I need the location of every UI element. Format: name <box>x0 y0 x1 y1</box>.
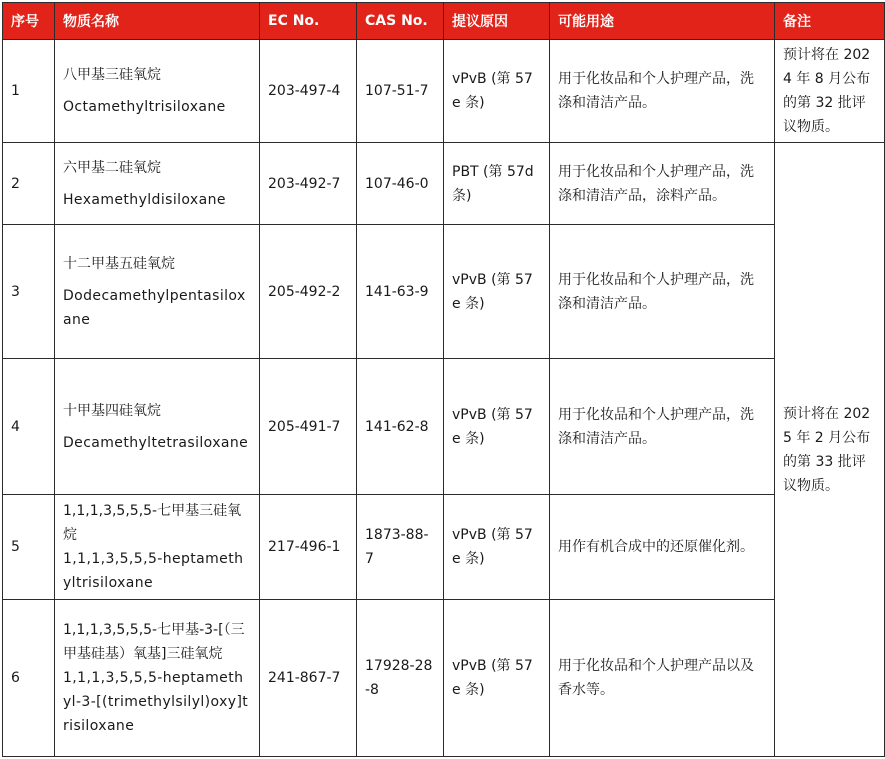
name-en: Dodecamethylpentasiloxane <box>63 287 246 328</box>
name-cn: 十二甲基五硅氧烷 <box>63 255 175 272</box>
cell-reason: vPvB (第 57e 条) <box>444 494 550 599</box>
table-row <box>3 599 885 756</box>
name-en: Decamethyltetrasiloxane <box>63 434 249 451</box>
cell-cas: 1873-88-7 <box>357 494 444 599</box>
cell-index: 3 <box>3 225 55 359</box>
header-remark: 备注 <box>775 3 885 40</box>
table-row <box>3 494 885 599</box>
cell-index: 4 <box>3 359 55 494</box>
cell-reason: vPvB (第 57e 条) <box>444 225 550 359</box>
cell-ec: 217-496-1 <box>260 494 357 599</box>
table-row <box>3 40 885 143</box>
cell-reason: vPvB (第 57e 条) <box>444 359 550 494</box>
cell-name <box>55 599 260 756</box>
name-cn: 六甲基二硅氧烷 <box>63 159 161 176</box>
cell-reason: vPvB (第 57e 条) <box>444 599 550 756</box>
header-reason: 提议原因 <box>444 3 550 40</box>
cell-name <box>55 225 260 359</box>
table-row <box>3 359 885 494</box>
cell-cas: 141-62-8 <box>357 359 444 494</box>
cell-cas: 107-51-7 <box>357 40 444 143</box>
substance-table <box>2 2 885 757</box>
name-en: Octamethyltrisiloxane <box>63 99 226 116</box>
cell-index: 1 <box>3 40 55 143</box>
cell-ec: 205-492-2 <box>260 225 357 359</box>
cell-use: 用于化妆品和个人护理产品，洗涤和清洁产品。 <box>550 359 775 494</box>
name-cn: 1,1,1,3,5,5,5-七甲基-3-[（三甲基硅基）氧基]三硅氧烷 <box>63 621 245 662</box>
cell-remark: 预计将在 2024 年 8 月公布的第 32 批评议物质。 <box>775 40 885 143</box>
cell-reason: PBT (第 57d 条) <box>444 143 550 225</box>
name-en: 1,1,1,3,5,5,5-heptamethyl-3-[(trimethylsilyl)oxy]trisiloxane <box>63 669 249 734</box>
cell-ec: 241-867-7 <box>260 599 357 756</box>
header-row <box>3 3 885 40</box>
cell-ec: 203-497-4 <box>260 40 357 143</box>
name-cn: 1,1,1,3,5,5,5-七甲基三硅氧烷 <box>63 502 242 543</box>
cell-index: 2 <box>3 143 55 225</box>
header-index: 序号 <box>3 3 55 40</box>
name-en: 1,1,1,3,5,5,5-heptamethyltrisiloxane <box>63 550 244 591</box>
cell-cas: 107-46-0 <box>357 143 444 225</box>
cell-use: 用于化妆品和个人护理产品以及香水等。 <box>550 599 775 756</box>
cell-index: 5 <box>3 494 55 599</box>
cell-ec: 205-491-7 <box>260 359 357 494</box>
header-cas: CAS No. <box>357 3 444 40</box>
cell-name <box>55 359 260 494</box>
name-en: Hexamethyldisiloxane <box>63 191 226 208</box>
cell-use: 用作有机合成中的还原催化剂。 <box>550 494 775 599</box>
header-use: 可能用途 <box>550 3 775 40</box>
cell-name <box>55 143 260 225</box>
cell-remark: 预计将在 2025 年 2 月公布的第 33 批评议物质。 <box>775 143 885 757</box>
name-cn: 十甲基四硅氧烷 <box>63 402 161 419</box>
cell-reason: vPvB (第 57e 条) <box>444 40 550 143</box>
header-name: 物质名称 <box>55 3 260 40</box>
cell-name <box>55 494 260 599</box>
cell-use: 用于化妆品和个人护理产品，洗涤和清洁产品，涂料产品。 <box>550 143 775 225</box>
cell-cas: 141-63-9 <box>357 225 444 359</box>
table-row <box>3 143 885 225</box>
cell-cas: 17928-28-8 <box>357 599 444 756</box>
name-cn: 八甲基三硅氧烷 <box>63 67 161 84</box>
cell-name <box>55 40 260 143</box>
cell-ec: 203-492-7 <box>260 143 357 225</box>
cell-use: 用于化妆品和个人护理产品，洗涤和清洁产品。 <box>550 40 775 143</box>
table-row <box>3 225 885 359</box>
cell-index: 6 <box>3 599 55 756</box>
header-ec: EC No. <box>260 3 357 40</box>
cell-use: 用于化妆品和个人护理产品，洗涤和清洁产品。 <box>550 225 775 359</box>
